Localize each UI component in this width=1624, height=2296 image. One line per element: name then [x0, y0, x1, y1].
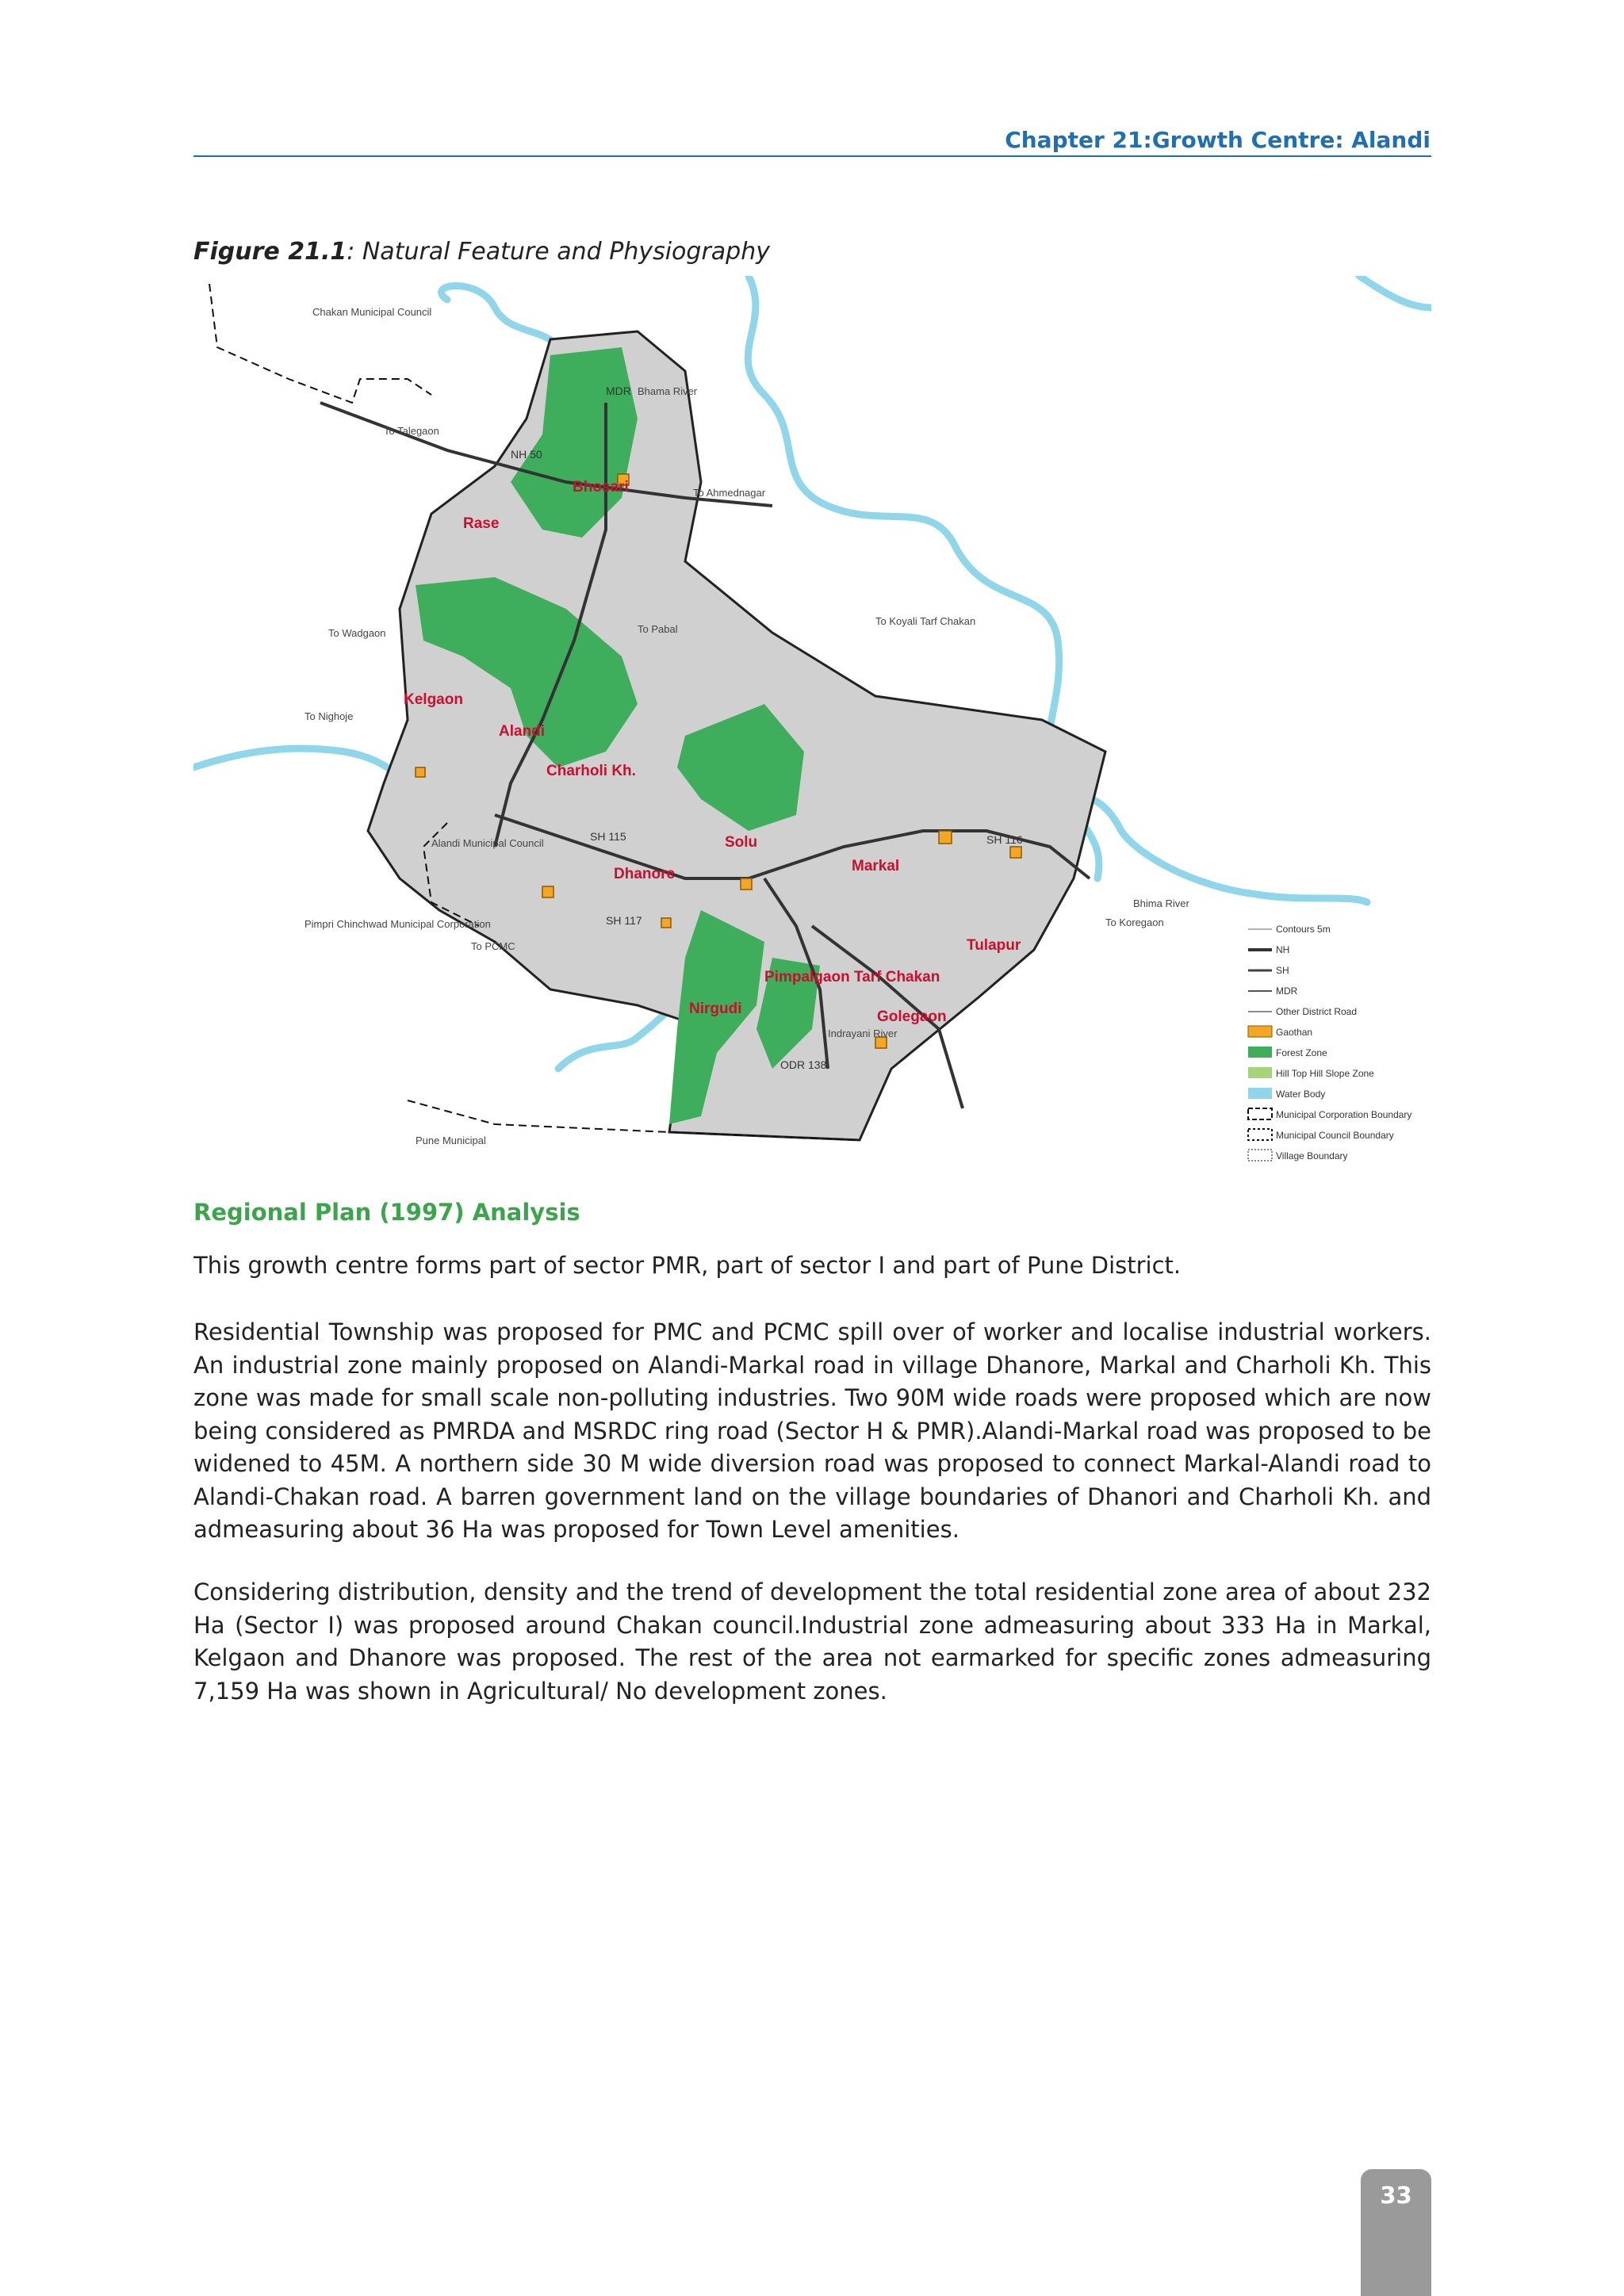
road-mdr: MDR — [606, 385, 631, 397]
legend-council-boundary: Municipal Council Boundary — [1276, 1130, 1394, 1141]
village-golegaon: Golegaon — [877, 1008, 947, 1025]
label-pcmc: Pimpri Chinchwad Municipal Corporation — [304, 918, 491, 930]
legend-village-boundary: Village Boundary — [1276, 1150, 1348, 1161]
legend-corp-boundary: Municipal Corporation Boundary — [1276, 1109, 1412, 1120]
road-odr138: ODR 138 — [780, 1058, 827, 1071]
page-number: 33 — [1380, 2182, 1412, 2209]
village-dhanore: Dhanore — [614, 866, 676, 882]
road-sh115: SH 115 — [590, 830, 626, 843]
village-markal: Markal — [852, 858, 900, 874]
dir-wadgaon: To Wadgaon — [328, 627, 386, 639]
river-bhama: Bhama River — [638, 385, 698, 397]
legend-hilltop: Hill Top Hill Slope Zone — [1276, 1068, 1374, 1079]
label-chakan-council: Chakan Municipal Council — [312, 306, 432, 318]
legend-nh: NH — [1276, 944, 1290, 955]
dir-nighoje: To Nighoje — [304, 710, 354, 722]
village-alandi: Alandi — [499, 723, 546, 740]
section-heading: Regional Plan (1997) Analysis — [193, 1199, 580, 1226]
road-nh50: NH 50 — [511, 448, 542, 461]
paragraph-3: Considering distribution, density and the trend of development the total residential zone area of about 232 Ha (Sector I) was proposed around Chakan council.Industrial zone admeasuring about 333 Ha in Markal, Kelgaon and Dhanore was proposed. The rest of the area not earmarked for specific zones admeasuring 7,159 Ha was shown in Agricultural/ No development zones. — [193, 1578, 1431, 1705]
village-nirgudi: Nirgudi — [689, 1001, 742, 1017]
road-sh117: SH 117 — [606, 914, 642, 927]
legend-water: Water Body — [1276, 1089, 1326, 1100]
paragraph-2: Residential Township was proposed for PMC and PCMC spill over of worker and localise industrial workers. An industrial zone mainly proposed on Alandi-Markal road in village Dhanore, Markal and Charholi Kh. This zone was made for small scale non-polluting industries. Two 90M wide roads were proposed which are now being considered as PMRDA and MSRDC ring road (Sector H & PMR).Alandi-Markal road was proposed to be widened to 45M. A northern side 30 M wide diversion road was proposed to connect Markal-Alandi road to Alandi-Chakan road. A barren government land on the village boundaries of Dhanori and Charholi Kh. and admeasuring about 36 Ha was proposed for Town Level amenities. — [193, 1318, 1431, 1543]
physiography-map — [193, 276, 1431, 1165]
chapter-title: Chapter 21:Growth Centre: Alandi — [1005, 127, 1431, 153]
river-indrayani: Indrayani River — [828, 1027, 898, 1039]
village-tulapur: Tulapur — [967, 937, 1021, 954]
village-solu: Solu — [725, 834, 758, 851]
figure-caption-text: : Natural Feature and Physiography — [347, 238, 770, 266]
figure-label: Figure 21.1 — [193, 238, 347, 266]
map-svg — [193, 276, 1431, 1165]
header-rule — [193, 155, 1431, 157]
village-pimpalgaon: Pimpalgaon Tarf Chakan — [764, 969, 940, 985]
dir-koyali: To Koyali Tarf Chakan — [875, 615, 976, 627]
dir-pcmc: To PCMC — [471, 940, 515, 952]
village-kelgaon: Kelgaon — [404, 691, 463, 708]
legend-contours: Contours 5m — [1276, 924, 1331, 935]
village-charholi: Charholi Kh. — [546, 763, 636, 779]
paragraph-1: This growth centre forms part of sector PMR, part of sector I and part of Pune District. — [193, 1252, 1182, 1279]
village-bhosari: Bhosari — [573, 479, 629, 496]
legend-forest: Forest Zone — [1276, 1047, 1327, 1058]
dir-ahmednagar: To Ahmednagar — [693, 487, 766, 499]
legend-mdr: MDR — [1276, 985, 1298, 997]
dir-pabal: To Pabal — [638, 623, 678, 635]
legend-gaothan: Gaothan — [1276, 1027, 1313, 1038]
label-alandi-council: Alandi Municipal Council — [431, 837, 544, 849]
label-pune-municipal: Pune Municipal — [416, 1135, 486, 1146]
river-bhima: Bhima River — [1133, 897, 1189, 909]
dir-talegaon: To Talegaon — [384, 425, 439, 437]
dir-koregaon: To Koregaon — [1105, 916, 1164, 928]
page-number-tab — [1361, 2169, 1431, 2296]
legend-sh: SH — [1276, 965, 1289, 976]
legend-odr: Other District Road — [1276, 1006, 1358, 1017]
road-sh116: SH 116 — [986, 833, 1023, 846]
figure-caption — [193, 238, 770, 266]
village-rase: Rase — [463, 515, 500, 532]
